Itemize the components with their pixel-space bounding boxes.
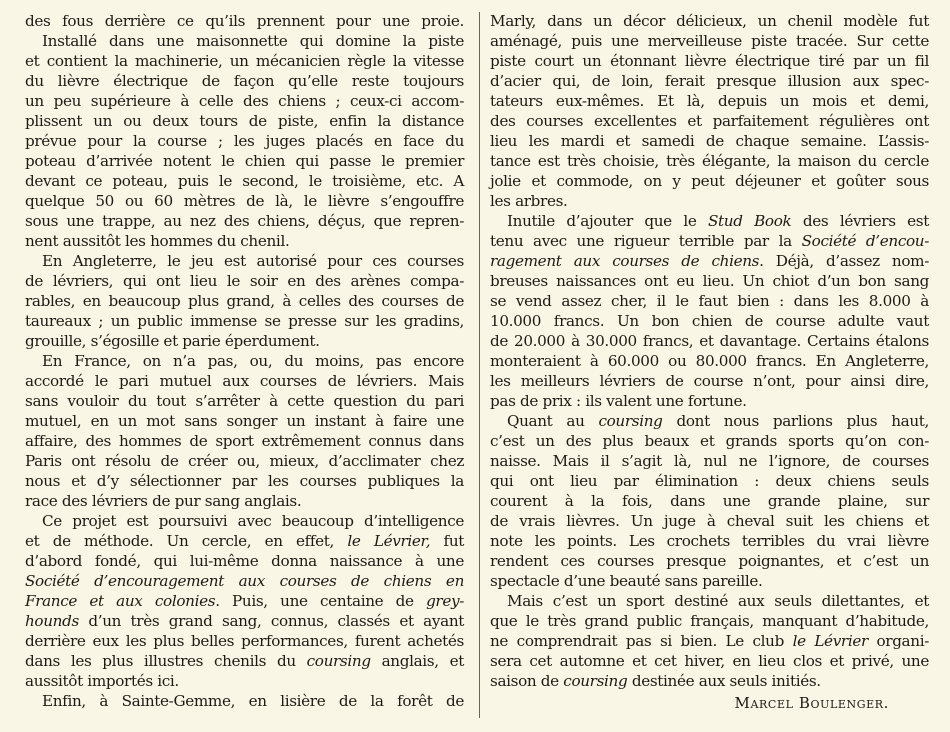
text-line: de 20.000 à 30.000 francs, et davantage. Certains étalons xyxy=(490,332,929,350)
text-line: sans vouloir du tout s’arrêter à cette question du pari xyxy=(25,392,464,410)
author-signature: Marcel Boulenger. xyxy=(734,694,889,712)
text-line: race des lévriers de pur sang anglais. xyxy=(25,492,302,510)
text-line: plissent un ou deux tours de piste, enfin la distance xyxy=(25,112,464,130)
text-line: des courses excellentes et parfaitement régulières ont xyxy=(490,112,929,130)
text-line: sous une trappe, au nez des chiens, déçus, que repren- xyxy=(25,212,464,230)
text-line: accordé le pari mutuel aux courses de lévriers. Mais xyxy=(25,372,464,390)
text-line: derrière eux les plus belles performances, furent achetés xyxy=(25,632,464,650)
text-line: sera cet automne et cet hiver, en lieu clos et privé, une xyxy=(490,652,929,670)
text-line: naisse. Mais il s’agit là, nul ne l’ignore, de courses xyxy=(490,452,929,470)
text-line: rables, en beaucoup plus grand, à celles des courses de xyxy=(25,292,464,310)
text-line: courent à la fois, dans une grande plaine, sur xyxy=(490,492,929,510)
text-line: Marly, dans un décor délicieux, un chenil modèle fut xyxy=(490,12,929,30)
text-line: Société d’encouragement aux courses de chiens en xyxy=(25,572,464,590)
text-line: dans les plus illustres chenils du coursing anglais, et xyxy=(25,652,464,670)
text-line: monteraient à 60.000 ou 80.000 francs. En Angleterre, xyxy=(490,352,929,370)
text-line: lieu les mardi et samedi de chaque semaine. L’assis- xyxy=(490,132,929,150)
text-line: Enfin, à Sainte-Gemme, en lisière de la forêt de xyxy=(42,692,464,710)
text-line: Quant au coursing dont nous parlions plus haut, xyxy=(507,412,929,430)
text-line: ne comprendrait pas si bien. Le club le Lévrier organi- xyxy=(490,632,929,650)
text-line: breuses naissances ont eu lieu. Un chiot d’un bon sang xyxy=(490,272,929,290)
text-line: les arbres. xyxy=(490,192,568,210)
text-line: piste court un étonnant lièvre électrique tiré par un fil xyxy=(490,52,929,70)
text-line: quelque 50 ou 60 mètres de là, le lièvre s’engouffre xyxy=(25,192,464,210)
text-line: des fous derrière ce qu’ils prennent pour une proie. xyxy=(25,12,464,30)
text-line: prévue pour la course ; les juges placés en face du xyxy=(25,132,464,150)
text-line: Ce projet est poursuivi avec beaucoup d’intelligence xyxy=(42,512,464,530)
text-line: tenu avec une rigueur terrible par la Société d’encou- xyxy=(490,232,929,250)
text-line: et contient la machinerie, un mécanicien règle la vitesse xyxy=(25,52,464,70)
text-line: France et aux colonies. Puis, une centaine de grey- xyxy=(25,592,464,610)
text-line: et de méthode. Un cercle, en effet, le Lévrier, fut xyxy=(25,532,465,550)
text-line: c’est un des plus beaux et grands sports qu’on con- xyxy=(490,432,929,450)
text-line: d’abord fondé, qui lui-même donna naissance à une xyxy=(25,552,464,570)
text-line: En Angleterre, le jeu est autorisé pour ces courses xyxy=(42,252,464,270)
text-line: Mais c’est un sport destiné aux seuls dilettantes, et xyxy=(507,592,929,610)
text-line: 10.000 francs. Un bon chien de course adulte vaut xyxy=(490,312,929,330)
text-line: ragement aux courses de chiens. Déjà, d’assez nom- xyxy=(490,252,929,270)
text-line: de vrais lièvres. Un juge à cheval suit les chiens et xyxy=(490,512,929,530)
text-line: Paris ont résolu de créer ou, mieux, d’acclimater chez xyxy=(25,452,464,470)
text-line: tateurs eux-mêmes. Et là, depuis un mois et demi, xyxy=(490,92,929,110)
text-line: d’acier qui, de loin, ferait presque illusion aux spec- xyxy=(490,72,929,90)
text-line: tance est très choisie, très élégante, la maison du cercle xyxy=(490,152,929,170)
text-line: poteau d’arrivée notent le chien qui passe le premier xyxy=(25,152,464,170)
text-line: un peu supérieure à celle des chiens ; ceux-ci accom- xyxy=(25,92,464,110)
text-line: les meilleurs lévriers de course n’ont, pour ainsi dire, xyxy=(490,372,929,390)
text-line: aussitôt importés ici. xyxy=(25,672,179,690)
text-line: spectacle d’une beauté sans pareille. xyxy=(490,572,763,590)
text-line: que le très grand public français, manquant d’habitude, xyxy=(490,612,929,630)
text-line: saison de coursing destinée aux seuls initiés. xyxy=(490,672,821,690)
text-line: se vend assez cher, il le faut bien : dans les 8.000 à xyxy=(490,292,929,310)
text-line: mutuel, en un mot sans songer un instant à faire une xyxy=(25,412,464,430)
column-divider xyxy=(479,12,480,718)
text-line: Inutile d’ajouter que le Stud Book des lévriers est xyxy=(507,212,929,230)
right-column xyxy=(490,11,929,713)
left-column xyxy=(25,11,464,711)
text-line: de lévriers, qui ont lieu le soir en des arènes compa- xyxy=(25,272,464,290)
text-line: aménagé, puis une merveilleuse piste tracée. Sur cette xyxy=(490,32,929,50)
text-line: affaire, des hommes de sport extrêmement connus dans xyxy=(25,432,464,450)
text-line: hounds d’un très grand sang, connus, classés et ayant xyxy=(25,612,464,630)
text-line: pas de prix : ils valent une fortune. xyxy=(490,392,747,410)
text-line: devant ce poteau, puis le second, le troisième, etc. A xyxy=(25,172,464,190)
text-line: qui ont lieu par élimination : deux chiens seuls xyxy=(490,472,929,490)
text-line: Installé dans une maisonnette qui domine la piste xyxy=(42,32,464,50)
text-line: du lièvre électrique de façon qu’elle reste toujours xyxy=(25,72,464,90)
text-line: grouille, s’égosille et parie éperdument. xyxy=(25,332,320,350)
text-line: En France, on n’a pas, ou, du moins, pas encore xyxy=(42,352,464,370)
text-line: nent aussitôt les hommes du chenil. xyxy=(25,232,290,250)
text-line: rendent ces courses presque poignantes, et c’est un xyxy=(490,552,929,570)
text-line: taureaux ; un public immense se presse sur les gradins, xyxy=(25,312,464,330)
text-line: note les points. Les crochets terribles du vrai lièvre xyxy=(490,532,929,550)
text-line: jolie et commode, on y peut déjeuner et goûter sous xyxy=(490,172,929,190)
text-line: nous et d’y sélectionner par les courses publiques la xyxy=(25,472,464,490)
